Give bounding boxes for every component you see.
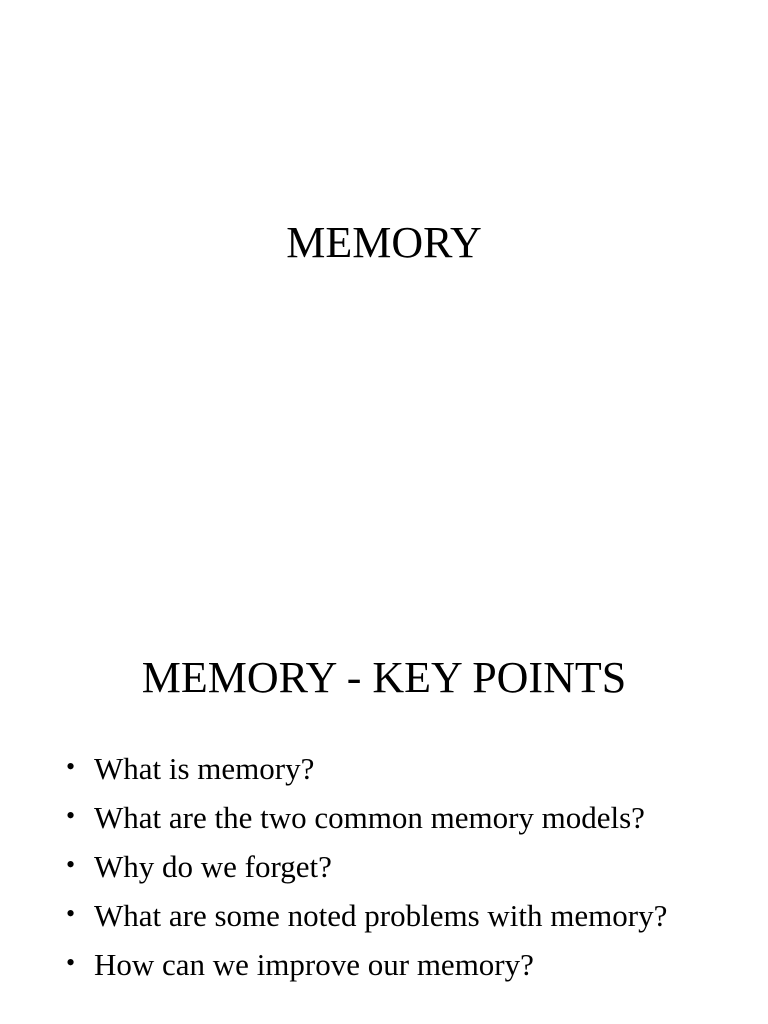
bullet-item bbox=[66, 846, 726, 887]
bullet-icon: • bbox=[66, 948, 76, 977]
bullet-text: Why do we forget? bbox=[94, 849, 332, 884]
bullet-list bbox=[66, 748, 726, 993]
bullet-text: What are the two common memory models? bbox=[94, 800, 645, 835]
bullet-text: How can we improve our memory? bbox=[94, 947, 534, 982]
bullet-item bbox=[66, 748, 726, 789]
bullet-text: What are some noted problems with memory? bbox=[94, 898, 668, 933]
bullet-item bbox=[66, 797, 726, 838]
slide-title: MEMORY - KEY POINTS bbox=[141, 653, 627, 702]
bullet-icon: • bbox=[66, 801, 76, 830]
key-points-slide bbox=[0, 600, 768, 1024]
bullet-icon: • bbox=[66, 752, 76, 781]
bullet-item bbox=[66, 944, 726, 985]
bullet-item bbox=[66, 895, 726, 936]
bullet-icon: • bbox=[66, 899, 76, 928]
bullet-icon: • bbox=[66, 850, 76, 879]
bullet-text: What is memory? bbox=[94, 751, 315, 786]
slide-title: MEMORY bbox=[286, 218, 482, 267]
